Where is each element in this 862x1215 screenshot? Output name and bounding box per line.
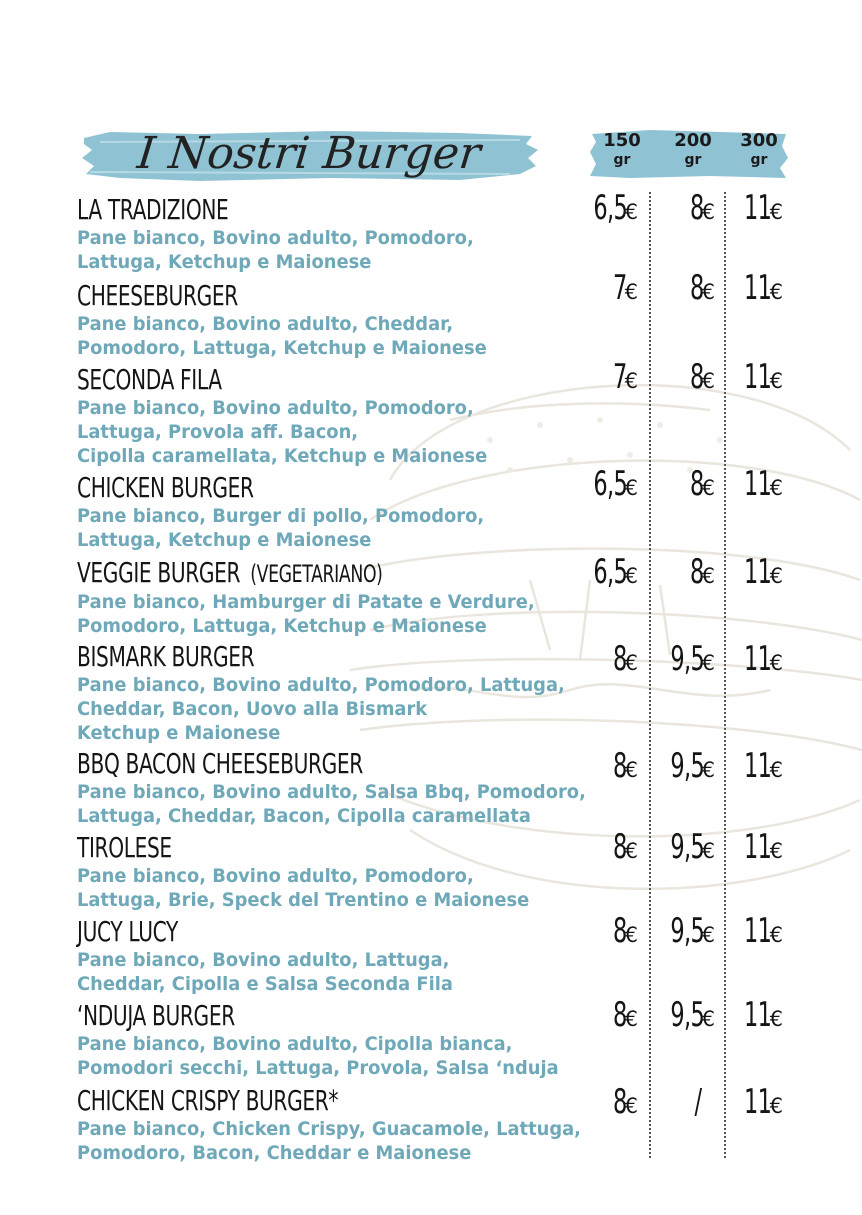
item-name: CHICKEN BURGER — [77, 471, 254, 504]
price-150: 6,5€ — [592, 464, 638, 504]
item-name: BISMARK BURGER — [77, 640, 255, 673]
item-description: Pane bianco, Chicken Crispy, Guacamole, Lattuga, Pomodoro, Bacon, Cheddar e Maionese — [77, 1118, 581, 1164]
item-name: SECONDA FILA — [77, 363, 222, 396]
price-200: 8€ — [690, 268, 715, 308]
item-description: Pane bianco, Hamburger di Patate e Verdure, Pomodoro, Lattuga, Ketchup e Maionese — [77, 591, 535, 637]
price-300: 11€ — [744, 552, 783, 592]
item-description: Pane bianco, Bovino adulto, Pomodoro, Lattuga, Cheddar, Bacon, Uovo alla Bismark Ketchup e Maionese — [77, 674, 565, 744]
menu-title: I Nostri Burger — [134, 127, 484, 179]
price-200: 9,5€ — [669, 827, 715, 867]
price-300: 11€ — [744, 911, 783, 951]
price-300: 11€ — [744, 1082, 783, 1122]
item-description: Pane bianco, Bovino adulto, Cipolla bianca, Pomodori secchi, Lattuga, Provola, Salsa ‘nduja — [77, 1033, 559, 1079]
item-name: CHEESEBURGER — [77, 279, 238, 312]
price-200-unavailable: / — [694, 1082, 701, 1122]
price-300: 11€ — [744, 746, 783, 786]
item-description: Pane bianco, Bovino adulto, Lattuga, Cheddar, Cipolla e Salsa Seconda Fila — [77, 949, 453, 995]
item-name-suffix: (VEGETARIANO) — [250, 560, 383, 588]
price-200: 8€ — [690, 188, 715, 228]
price-150: 8€ — [613, 995, 638, 1035]
price-200: 8€ — [690, 552, 715, 592]
price-300: 11€ — [744, 268, 783, 308]
price-300: 11€ — [744, 827, 783, 867]
price-150: 8€ — [613, 911, 638, 951]
item-description: Pane bianco, Bovino adulto, Pomodoro, Lattuga, Ketchup e Maionese — [77, 227, 474, 273]
size-header-150: 150 gr — [603, 130, 641, 168]
item-name: TIROLESE — [77, 831, 172, 864]
price-150: 6,5€ — [592, 552, 638, 592]
price-300: 11€ — [744, 357, 783, 397]
price-200: 8€ — [690, 357, 715, 397]
price-150: 8€ — [613, 746, 638, 786]
price-150: 7€ — [613, 268, 638, 308]
item-name: CHICKEN CRISPY BURGER* — [77, 1084, 339, 1117]
item-description: Pane bianco, Bovino adulto, Pomodoro, Lattuga, Provola aff. Bacon, Cipolla caramellata, Ketchup e Maionese — [77, 397, 488, 467]
price-300: 11€ — [744, 464, 783, 504]
price-300: 11€ — [744, 995, 783, 1035]
item-name: VEGGIE BURGER (VEGETARIANO) — [77, 556, 383, 589]
price-150: 8€ — [613, 639, 638, 679]
price-200: 9,5€ — [669, 746, 715, 786]
price-200: 9,5€ — [669, 995, 715, 1035]
price-150: 6,5€ — [592, 188, 638, 228]
price-200: 8€ — [690, 464, 715, 504]
size-header-200: 200 gr — [674, 130, 712, 168]
price-150: 7€ — [613, 357, 638, 397]
price-300: 11€ — [744, 639, 783, 679]
price-150: 8€ — [613, 827, 638, 867]
item-name: BBQ BACON CHEESEBURGER — [77, 747, 363, 780]
item-description: Pane bianco, Burger di pollo, Pomodoro, Lattuga, Ketchup e Maionese — [77, 505, 485, 551]
price-300: 11€ — [744, 188, 783, 228]
price-200: 9,5€ — [669, 911, 715, 951]
price-150: 8€ — [613, 1082, 638, 1122]
item-name: LA TRADIZIONE — [77, 193, 229, 226]
price-200: 9,5€ — [669, 639, 715, 679]
size-header-300: 300 gr — [740, 130, 778, 168]
item-name: ‘NDUJA BURGER — [77, 999, 235, 1032]
item-description: Pane bianco, Bovino adulto, Pomodoro, Lattuga, Brie, Speck del Trentino e Maionese — [77, 865, 530, 911]
item-name: JUCY LUCY — [77, 915, 178, 948]
item-description: Pane bianco, Bovino adulto, Cheddar, Pomodoro, Lattuga, Ketchup e Maionese — [77, 313, 487, 359]
item-description: Pane bianco, Bovino adulto, Salsa Bbq, Pomodoro, Lattuga, Cheddar, Bacon, Cipolla caramellata — [77, 781, 586, 827]
